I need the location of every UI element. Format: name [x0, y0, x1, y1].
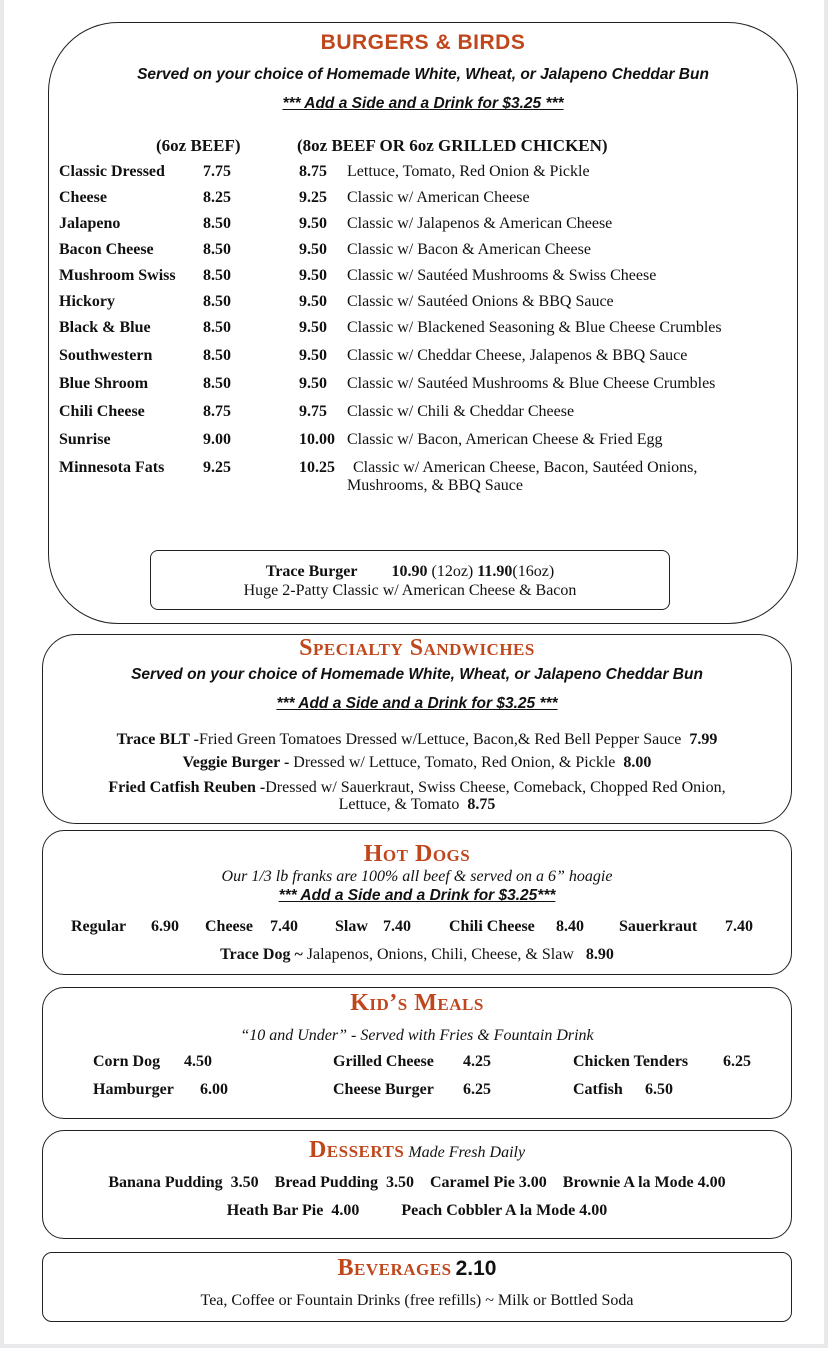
- trace-dog-price: 8.90: [585, 946, 614, 963]
- burger-desc: Classic w/ Bacon & American Cheese: [347, 241, 591, 258]
- hotdog-price: 6.90: [151, 918, 179, 935]
- beverages-title: Beverages: [337, 1255, 452, 1281]
- kids-item-name: Corn Dog: [93, 1053, 161, 1070]
- burger-price-8oz: 9.50: [299, 375, 327, 392]
- trace-burger-size-2: (16oz): [512, 563, 555, 580]
- hotdog-price: 7.40: [383, 918, 411, 935]
- col-6oz-header: (6oz BEEF): [156, 136, 241, 155]
- trace-dog-line: [43, 946, 791, 964]
- hotdog-name: Chili Cheese: [449, 918, 535, 935]
- trace-burger-price-2: 11.90: [477, 563, 513, 580]
- beverages-section: [42, 1252, 792, 1322]
- burger-desc: Classic w/ Blackened Seasoning & Blue Cheese Crumbles: [347, 319, 722, 336]
- burger-desc: Classic w/ Jalapenos & American Cheese: [347, 215, 613, 232]
- kids-subtitle: “10 and Under” - Served with Fries & Fountain Drink: [240, 1027, 594, 1044]
- burger-name: Black & Blue: [59, 319, 151, 336]
- specialty-addon: *** Add a Side and a Drink for $3.25 ***: [276, 695, 558, 712]
- dessert-price: 4.00: [331, 1202, 360, 1219]
- burger-price-8oz: 9.50: [299, 293, 327, 310]
- kids-item-price: 6.50: [645, 1081, 673, 1098]
- burger-name: Southwestern: [59, 347, 153, 364]
- burger-price-8oz: 9.75: [299, 403, 327, 420]
- dessert-name: Caramel Pie: [429, 1174, 515, 1191]
- burger-price-8oz: 10.25: [299, 459, 335, 476]
- burger-price-8oz: 10.00: [299, 431, 335, 448]
- burger-price-6oz: 9.25: [203, 459, 231, 476]
- specialty-item: [43, 731, 791, 749]
- burger-price-6oz: 7.75: [203, 163, 231, 180]
- beverages-price: 2.10: [455, 1257, 497, 1280]
- dessert-price: 3.50: [230, 1174, 259, 1191]
- trace-burger-size-1: (12oz): [431, 563, 474, 580]
- hotdog-price: 8.40: [556, 918, 584, 935]
- dessert-price: 4.00: [579, 1202, 608, 1219]
- kids-item-price: 6.25: [463, 1081, 491, 1098]
- dessert-price: 3.50: [385, 1174, 414, 1191]
- burgers-subtitle: Served on your choice of Homemade White, Wheat, or Jalapeno Cheddar Bun: [137, 66, 709, 83]
- burger-price-6oz: 8.75: [203, 403, 231, 420]
- dessert-name: Bread Pudding: [274, 1174, 378, 1191]
- burgers-title: BURGERS & BIRDS: [320, 31, 526, 54]
- burger-price-8oz: 9.25: [299, 189, 327, 206]
- hotdogs-subtitle: Our 1/3 lb franks are 100% all beef & served on a 6” hoagie: [221, 868, 613, 885]
- item-desc: Dressed w/ Lettuce, Tomato, Red Onion, & Pickle: [289, 754, 616, 771]
- menu-page: [4, 0, 824, 1344]
- burger-name: Cheese: [59, 189, 107, 206]
- dessert-name: Brownie A la Mode: [562, 1174, 694, 1191]
- hotdog-name: Regular: [71, 918, 127, 935]
- dessert-price: 4.00: [697, 1174, 726, 1191]
- burger-price-6oz: 9.00: [203, 431, 231, 448]
- trace-burger-name: Trace Burger: [265, 563, 358, 580]
- burger-price-6oz: 8.50: [203, 267, 231, 284]
- burger-price-8oz: 8.75: [299, 163, 327, 180]
- dessert-price: 3.00: [518, 1174, 547, 1191]
- kids-section: [42, 987, 792, 1119]
- burger-price-6oz: 8.50: [203, 241, 231, 258]
- trace-dog-desc: Jalapenos, Onions, Chili, Cheese, & Slaw: [302, 946, 574, 963]
- specialty-subtitle: Served on your choice of Homemade White, Wheat, or Jalapeno Cheddar Bun: [131, 666, 703, 683]
- kids-item-price: 4.25: [463, 1053, 491, 1070]
- dessert-name: Peach Cobbler A la Mode: [401, 1202, 576, 1219]
- burger-desc: Classic w/ American Cheese: [347, 189, 530, 206]
- hotdog-price: 7.40: [270, 918, 298, 935]
- item-desc: Dressed w/ Sauerkraut, Swiss Cheese, Comeback, Chopped Red Onion,: [265, 779, 726, 796]
- kids-item-name: Hamburger: [93, 1081, 174, 1098]
- burger-price-8oz: 9.50: [299, 267, 327, 284]
- burger-price-8oz: 9.50: [299, 319, 327, 336]
- specialty-item: [43, 779, 791, 813]
- item-name: Fried Catfish Reuben -: [108, 779, 266, 796]
- burger-name: Sunrise: [59, 431, 111, 448]
- trace-burger-line: [151, 563, 669, 581]
- item-name: Trace BLT -: [116, 731, 199, 748]
- item-name: Veggie Burger -: [182, 754, 290, 771]
- kids-item-price: 6.25: [723, 1053, 751, 1070]
- burger-name: Bacon Cheese: [59, 241, 154, 258]
- specialty-section: [42, 634, 792, 824]
- hotdog-name: Cheese: [205, 918, 253, 935]
- burger-desc-cont: Mushrooms, & BBQ Sauce: [347, 477, 523, 494]
- col-8oz-header: (8oz BEEF OR 6oz GRILLED CHICKEN): [297, 136, 608, 155]
- hotdogs-title: Hot Dogs: [363, 841, 471, 867]
- trace-burger-desc: Huge 2-Patty Classic w/ American Cheese & Bacon: [243, 582, 577, 599]
- burger-desc: Classic w/ Sautéed Mushrooms & Swiss Cheese: [347, 267, 657, 284]
- burger-name: Hickory: [59, 293, 115, 310]
- item-price: 7.99: [689, 731, 718, 748]
- hotdogs-addon: *** Add a Side and a Drink for $3.25***: [278, 887, 556, 904]
- burger-desc: Classic w/ Sautéed Onions & BBQ Sauce: [347, 293, 614, 310]
- burger-price-6oz: 8.50: [203, 347, 231, 364]
- trace-burger-price-1: 10.90: [391, 563, 428, 580]
- burger-price-6oz: 8.50: [203, 215, 231, 232]
- kids-item-name: Cheese Burger: [333, 1081, 434, 1098]
- beverages-heading: [43, 1255, 791, 1282]
- item-desc-cont: Lettuce, & Tomato: [338, 796, 460, 813]
- burger-price-8oz: 9.50: [299, 241, 327, 258]
- beverages-desc: Tea, Coffee or Fountain Drinks (free refills) ~ Milk or Bottled Soda: [200, 1292, 634, 1309]
- burger-name: Classic Dressed: [59, 163, 165, 180]
- burger-name: Blue Shroom: [59, 375, 149, 392]
- burger-desc: Classic w/ Sautéed Mushrooms & Blue Cheese Crumbles: [347, 375, 716, 392]
- specialty-item: [43, 754, 791, 772]
- hotdog-price: 7.40: [725, 918, 753, 935]
- desserts-title: Desserts: [308, 1137, 405, 1163]
- dessert-name: Heath Bar Pie: [226, 1202, 324, 1219]
- kids-title: Kid’s Meals: [350, 990, 484, 1016]
- kids-item-price: 6.00: [200, 1081, 228, 1098]
- burger-desc: Classic w/ American Cheese, Bacon, Sautéed Onions,: [353, 459, 698, 476]
- desserts-row-2: [43, 1202, 791, 1220]
- kids-item-name: Chicken Tenders: [573, 1053, 689, 1070]
- trace-dog-name: Trace Dog ~: [220, 946, 303, 963]
- burger-desc: Classic w/ Bacon, American Cheese & Fried Egg: [347, 431, 663, 448]
- burger-price-8oz: 9.50: [299, 347, 327, 364]
- desserts-heading: [43, 1137, 791, 1164]
- burger-price-6oz: 8.50: [203, 293, 231, 310]
- kids-item-name: Grilled Cheese: [333, 1053, 434, 1070]
- burger-price-6oz: 8.50: [203, 375, 231, 392]
- burger-price-6oz: 8.50: [203, 319, 231, 336]
- burger-desc: Lettuce, Tomato, Red Onion & Pickle: [347, 163, 590, 180]
- burger-price-6oz: 8.25: [203, 189, 231, 206]
- desserts-row-1: [43, 1174, 791, 1192]
- item-price: 8.75: [467, 796, 496, 813]
- item-price: 8.00: [623, 754, 652, 771]
- burger-price-8oz: 9.50: [299, 215, 327, 232]
- hotdog-name: Sauerkraut: [619, 918, 698, 935]
- burgers-section: [48, 22, 798, 624]
- hotdogs-section: [42, 830, 792, 975]
- desserts-note: Made Fresh Daily: [408, 1144, 526, 1161]
- trace-burger-box: [150, 550, 670, 610]
- burger-name: Minnesota Fats: [59, 459, 165, 476]
- burger-name: Jalapeno: [59, 215, 121, 232]
- item-desc: Fried Green Tomatoes Dressed w/Lettuce, Bacon,& Red Bell Pepper Sauce: [198, 731, 682, 748]
- burger-desc: Classic w/ Cheddar Cheese, Jalapenos & BBQ Sauce: [347, 347, 688, 364]
- dessert-name: Banana Pudding: [108, 1174, 223, 1191]
- burger-name: Mushroom Swiss: [59, 267, 176, 284]
- desserts-section: [42, 1130, 792, 1239]
- burger-desc: Classic w/ Chili & Cheddar Cheese: [347, 403, 575, 420]
- hotdog-name: Slaw: [335, 918, 368, 935]
- kids-item-name: Catfish: [573, 1081, 623, 1098]
- burger-name: Chili Cheese: [59, 403, 145, 420]
- kids-item-price: 4.50: [184, 1053, 212, 1070]
- burgers-addon: *** Add a Side and a Drink for $3.25 ***: [282, 95, 564, 112]
- specialty-title: Specialty Sandwiches: [299, 635, 535, 661]
